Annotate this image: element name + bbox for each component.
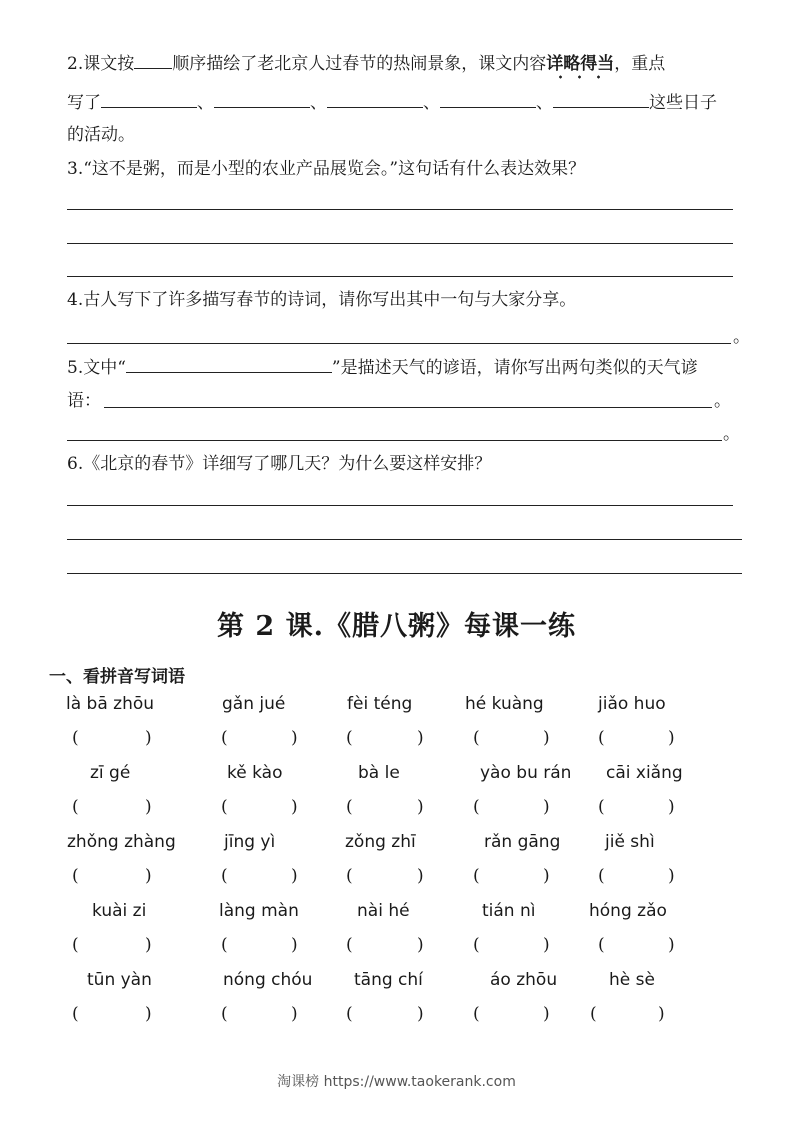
answer-bracket-open: ( bbox=[72, 1004, 79, 1024]
answer-bracket-close: ) bbox=[668, 935, 675, 955]
answer-bracket-open: ( bbox=[72, 935, 79, 955]
answer-bracket-open: ( bbox=[221, 935, 228, 955]
pinyin-prompt: jiǎo huo bbox=[598, 694, 666, 714]
answer-slot[interactable] bbox=[84, 866, 143, 888]
q5-end-mark-2: 。 bbox=[723, 424, 740, 444]
pinyin-prompt: rǎn gāng bbox=[484, 832, 561, 852]
q2-sep-1: 、 bbox=[197, 93, 214, 113]
q6-answer-line-2[interactable] bbox=[67, 539, 742, 540]
q3-answer-line-3[interactable] bbox=[67, 276, 733, 277]
answer-slot[interactable] bbox=[358, 866, 415, 888]
pinyin-prompt: kuài zi bbox=[92, 901, 147, 921]
pinyin-prompt: gǎn jué bbox=[222, 694, 286, 714]
pinyin-prompt: nóng chóu bbox=[223, 970, 313, 990]
q5-answer-line-1[interactable] bbox=[104, 407, 712, 408]
pinyin-prompt: hè sè bbox=[609, 970, 655, 990]
pinyin-prompt: tāng chí bbox=[354, 970, 423, 990]
answer-slot[interactable] bbox=[358, 935, 415, 957]
q2-sep-2: 、 bbox=[310, 93, 327, 113]
answer-slot[interactable] bbox=[610, 866, 666, 888]
answer-bracket-close: ) bbox=[417, 866, 424, 886]
q2-blank-5[interactable] bbox=[553, 91, 649, 108]
pinyin-prompt: làng màn bbox=[219, 901, 299, 921]
answer-slot[interactable] bbox=[84, 797, 143, 819]
pinyin-prompt: tián nì bbox=[482, 901, 536, 921]
answer-bracket-open: ( bbox=[473, 935, 480, 955]
pinyin-prompt: fèi téng bbox=[347, 694, 413, 714]
pinyin-prompt: là bā zhōu bbox=[66, 694, 155, 714]
answer-bracket-close: ) bbox=[291, 797, 298, 817]
answer-bracket-close: ) bbox=[543, 728, 550, 748]
q3-question: 3.“这不是粥，而是小型的农业产品展览会。”这句话有什么表达效果？ bbox=[67, 159, 586, 179]
pinyin-prompt: jiě shì bbox=[605, 832, 655, 852]
answer-slot[interactable] bbox=[610, 935, 666, 957]
answer-bracket-close: ) bbox=[291, 1004, 298, 1024]
q6-answer-line-1[interactable] bbox=[67, 505, 733, 506]
answer-bracket-close: ) bbox=[417, 728, 424, 748]
q2-line3: 的活动。 bbox=[67, 125, 135, 145]
q2-emphasis: 详略得当 bbox=[546, 54, 614, 74]
answer-slot[interactable] bbox=[358, 797, 415, 819]
q2-text-4: 写了 bbox=[67, 93, 101, 113]
answer-slot[interactable] bbox=[485, 1004, 541, 1026]
answer-slot[interactable] bbox=[610, 728, 666, 750]
q6-answer-line-3[interactable] bbox=[67, 573, 742, 574]
answer-slot[interactable] bbox=[485, 935, 541, 957]
answer-bracket-close: ) bbox=[543, 797, 550, 817]
q4-end-mark: 。 bbox=[733, 327, 750, 347]
answer-bracket-open: ( bbox=[221, 728, 228, 748]
answer-slot[interactable] bbox=[233, 866, 289, 888]
answer-slot[interactable] bbox=[358, 1004, 415, 1026]
answer-bracket-open: ( bbox=[221, 866, 228, 886]
q3-answer-line-1[interactable] bbox=[67, 209, 733, 210]
answer-slot[interactable] bbox=[84, 728, 143, 750]
answer-slot[interactable] bbox=[485, 728, 541, 750]
q2-blank-4[interactable] bbox=[440, 91, 536, 108]
answer-bracket-open: ( bbox=[72, 866, 79, 886]
pinyin-prompt: bà le bbox=[358, 763, 400, 783]
answer-bracket-close: ) bbox=[145, 1004, 152, 1024]
pinyin-prompt: jīng yì bbox=[224, 832, 276, 852]
q5-text-3: 语： bbox=[67, 391, 101, 411]
q4-answer-line[interactable] bbox=[67, 343, 731, 344]
answer-bracket-open: ( bbox=[221, 1004, 228, 1024]
answer-bracket-close: ) bbox=[145, 728, 152, 748]
pinyin-prompt: zī gé bbox=[90, 763, 131, 783]
answer-bracket-open: ( bbox=[473, 866, 480, 886]
q2-blank-order[interactable] bbox=[134, 52, 172, 69]
answer-bracket-open: ( bbox=[221, 797, 228, 817]
answer-bracket-close: ) bbox=[668, 866, 675, 886]
emphasis-dots bbox=[546, 74, 614, 80]
answer-bracket-open: ( bbox=[346, 797, 353, 817]
q2-text-1: 2.课文按 bbox=[67, 54, 135, 74]
q2-blank-3[interactable] bbox=[327, 91, 423, 108]
answer-bracket-close: ) bbox=[668, 797, 675, 817]
answer-bracket-close: ) bbox=[145, 866, 152, 886]
answer-bracket-close: ) bbox=[145, 935, 152, 955]
answer-bracket-close: ) bbox=[658, 1004, 665, 1024]
q5-end-mark-1: 。 bbox=[714, 391, 731, 411]
answer-bracket-open: ( bbox=[473, 1004, 480, 1024]
q2-sep-3: 、 bbox=[423, 93, 440, 113]
pinyin-prompt: zhǒng zhàng bbox=[67, 832, 176, 852]
answer-slot[interactable] bbox=[233, 728, 289, 750]
q4-question: 4.古人写下了许多描写春节的诗词，请你写出其中一句与大家分享。 bbox=[67, 290, 577, 310]
answer-bracket-close: ) bbox=[417, 797, 424, 817]
pinyin-prompt: yào bu rán bbox=[480, 763, 572, 783]
answer-bracket-close: ) bbox=[417, 935, 424, 955]
answer-bracket-open: ( bbox=[590, 1004, 597, 1024]
q5-answer-line-2[interactable] bbox=[67, 440, 722, 441]
q2-line1 bbox=[67, 52, 665, 75]
q5-text-1: 5.文中“ bbox=[67, 358, 126, 378]
q5-line1 bbox=[67, 356, 698, 379]
answer-slot[interactable] bbox=[84, 1004, 143, 1026]
q2-blank-1[interactable] bbox=[101, 91, 197, 108]
answer-slot[interactable] bbox=[233, 797, 289, 819]
answer-bracket-open: ( bbox=[598, 935, 605, 955]
answer-bracket-open: ( bbox=[598, 866, 605, 886]
pinyin-prompt: kě kào bbox=[227, 763, 283, 783]
answer-bracket-close: ) bbox=[543, 935, 550, 955]
pinyin-prompt: tūn yàn bbox=[87, 970, 152, 990]
q3-answer-line-2[interactable] bbox=[67, 243, 733, 244]
answer-slot[interactable] bbox=[84, 935, 143, 957]
footer-watermark: 淘课榜 https://www.taokerank.com bbox=[277, 1074, 516, 1090]
q2-text-5: 这些日子 bbox=[649, 93, 717, 113]
answer-bracket-close: ) bbox=[145, 797, 152, 817]
q6-question: 6.《北京的春节》详细写了哪几天？为什么要这样安排？ bbox=[67, 454, 492, 474]
lesson-title: 第 2 课.《腊八粥》每课一练 bbox=[217, 611, 576, 642]
q2-line2 bbox=[67, 91, 717, 114]
answer-bracket-close: ) bbox=[543, 1004, 550, 1024]
answer-bracket-open: ( bbox=[72, 797, 79, 817]
answer-bracket-open: ( bbox=[346, 728, 353, 748]
answer-slot[interactable] bbox=[233, 935, 289, 957]
answer-bracket-close: ) bbox=[291, 728, 298, 748]
q2-blank-2[interactable] bbox=[214, 91, 310, 108]
answer-bracket-open: ( bbox=[598, 728, 605, 748]
answer-bracket-open: ( bbox=[473, 728, 480, 748]
answer-bracket-close: ) bbox=[417, 1004, 424, 1024]
answer-bracket-close: ) bbox=[291, 866, 298, 886]
answer-bracket-close: ) bbox=[543, 866, 550, 886]
answer-slot[interactable] bbox=[485, 797, 541, 819]
answer-slot[interactable] bbox=[358, 728, 415, 750]
section-heading-pinyin: 一、看拼音写词语 bbox=[49, 667, 185, 687]
q5-blank-proverb[interactable] bbox=[126, 356, 332, 373]
answer-bracket-open: ( bbox=[473, 797, 480, 817]
answer-bracket-open: ( bbox=[72, 728, 79, 748]
q2-text-3: ，重点 bbox=[614, 54, 666, 74]
pinyin-prompt: zǒng zhī bbox=[345, 832, 416, 852]
pinyin-prompt: hé kuàng bbox=[465, 694, 544, 714]
answer-bracket-open: ( bbox=[346, 1004, 353, 1024]
q2-sep-4: 、 bbox=[536, 93, 553, 113]
pinyin-prompt: áo zhōu bbox=[490, 970, 558, 990]
q2-text-2: 顺序描绘了老北京人过春节的热闹景象，课文内容 bbox=[172, 54, 547, 74]
answer-slot[interactable] bbox=[610, 797, 666, 819]
answer-slot[interactable] bbox=[233, 1004, 289, 1026]
answer-bracket-close: ) bbox=[291, 935, 298, 955]
q5-text-2: ”是描述天气的谚语，请你写出两句类似的天气谚 bbox=[331, 358, 698, 378]
answer-slot[interactable] bbox=[485, 866, 541, 888]
pinyin-prompt: hóng zǎo bbox=[589, 901, 667, 921]
answer-bracket-open: ( bbox=[346, 935, 353, 955]
answer-bracket-open: ( bbox=[346, 866, 353, 886]
pinyin-prompt: cāi xiǎng bbox=[606, 763, 683, 783]
answer-bracket-close: ) bbox=[668, 728, 675, 748]
answer-bracket-open: ( bbox=[598, 797, 605, 817]
pinyin-prompt: nài hé bbox=[357, 901, 410, 921]
